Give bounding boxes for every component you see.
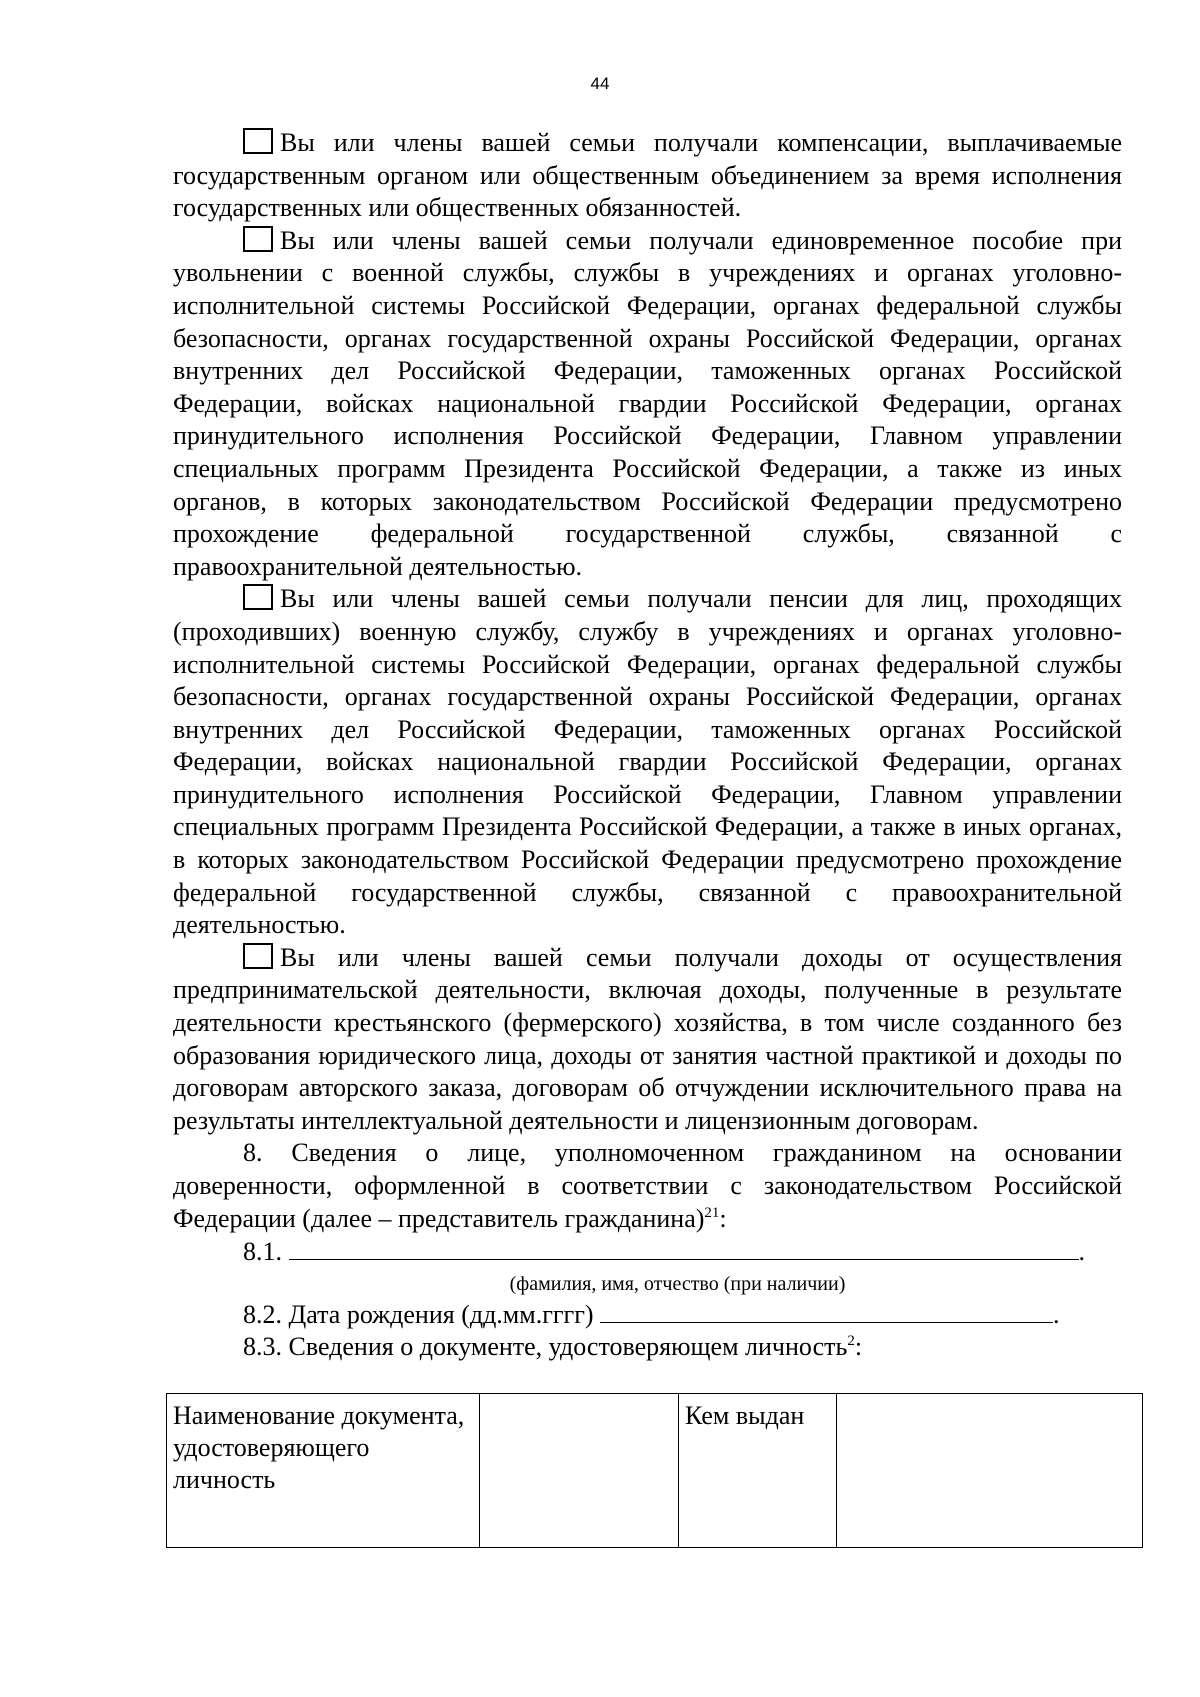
issued-by-value-cell[interactable]: [837, 1394, 1143, 1548]
checkbox-pensions[interactable]: [243, 584, 273, 610]
full-name-caption: (фамилия, имя, отчество (при наличии): [509, 1272, 846, 1295]
checkbox-item-text: Вы или члены вашей семьи получали компенсации, выплачиваемые государственным органом или общественным объединением за время исполнения государственных или общественных обязанностей.: [173, 128, 1122, 223]
section-8-heading: [173, 1137, 1122, 1235]
checkbox-item-text: Вы или члены вашей семьи получали пенсии для лиц, проходящих (проходивших) военную службу, службу в учреждениях и органах уголовно-исполнительной системы Российской Федерации, органах федеральной службы безопасности, органах государственной охраны Российской Федерации, органах внутренних дел Российской Федерации, таможенных органах Российской Федерации, войсках национальной гвардии Российской Федерации, органах принудительного исполнения Российской Федерации, Главном управлении специальных программ Президента Российской Федерации, а также в иных органах, в которых законодательством Российской Федерации предусмотрено прохождение федеральной государственной службы, связанной с правоохранительной деятельностью.: [173, 584, 1122, 940]
section-8-colon: :: [719, 1203, 727, 1233]
table-row: [167, 1394, 1143, 1548]
checkbox-business-income[interactable]: [243, 943, 273, 969]
field-8-1-label: 8.1.: [243, 1237, 282, 1267]
checkbox-item: [173, 583, 1122, 942]
field-8-2-label: 8.2. Дата рождения (дд.мм.гггг): [243, 1299, 594, 1329]
field-8-3-row: [173, 1331, 1122, 1364]
field-8-1-end: .: [1078, 1237, 1085, 1267]
full-name-input-line[interactable]: [289, 1235, 1079, 1260]
checkbox-item-text: Вы или члены вашей семьи получали единовременное пособие при увольнении с военной службы, службы в учреждениях и органах уголовно-исполнительной системы Российской Федерации, органах федеральной службы безопасности, органах государственной охраны Российской Федерации, органах внутренних дел Российской Федерации, таможенных органах Российской Федерации, войсках национальной гвардии Российской Федерации, органах принудительного исполнения Российской Федерации, Главном управлении специальных программ Президента Российской Федерации, а также из иных органов, в которых законодательством Российской Федерации предусмотрено прохождение федеральной государственной службы, связанной с правоохранительной деятельностью.: [173, 225, 1122, 581]
page-number: 44: [590, 74, 610, 93]
checkbox-item: [173, 225, 1122, 584]
field-8-1-row: [173, 1235, 1122, 1269]
section-8-text: 8. Сведения о лице, уполномоченном гражданином на основании доверенности, оформленной в соответствии с законодательством Российской Федерации (далее – представитель гражданина): [173, 1138, 1122, 1233]
field-8-2-row: [173, 1298, 1122, 1332]
field-8-2-end: .: [1053, 1299, 1060, 1329]
issued-by-label-cell: Кем выдан: [679, 1394, 837, 1548]
document-body: [173, 127, 1122, 1364]
checkbox-compensation[interactable]: [243, 128, 273, 154]
field-8-3-end: :: [854, 1332, 863, 1362]
checkbox-item: [173, 942, 1122, 1138]
checkbox-severance-allowance[interactable]: [243, 226, 273, 252]
doc-name-label-cell: Наименование документа, удостоверяющего личность: [167, 1394, 480, 1548]
doc-name-value-cell[interactable]: [480, 1394, 679, 1548]
footnote-ref: 21: [704, 1204, 720, 1221]
identity-document-table: [166, 1393, 1143, 1548]
birth-date-input-line[interactable]: [600, 1298, 1053, 1323]
footnote-ref: 2: [847, 1333, 855, 1350]
field-8-3-label: 8.3. Сведения о документе, удостоверяющем личность: [243, 1332, 848, 1362]
checkbox-item: [173, 127, 1122, 225]
checkbox-item-text: Вы или члены вашей семьи получали доходы от осуществления предпринимательской деятельности, включая доходы, полученные в результате деятельности крестьянского (фермерского) хозяйства, в том числе созданного без образования юридического лица, доходы от занятия частной практикой и доходы по договорам авторского заказа, договорам об отчуждении исключительного права на результаты интеллектуальной деятельности и лицензионным договорам.: [173, 942, 1122, 1135]
